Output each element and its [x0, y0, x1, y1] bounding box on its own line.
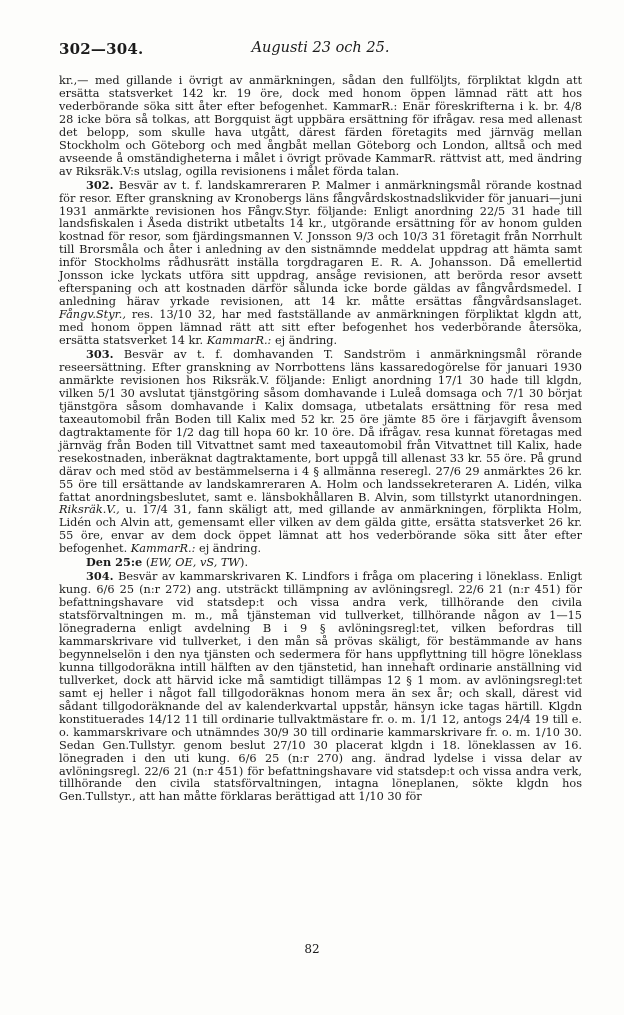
body-text	[59, 75, 582, 804]
page-header	[59, 40, 582, 60]
running-head-numbers: 302—304.	[59, 40, 144, 58]
paragraph-304: 304. Besvär av kammarskrivaren K. Lindfors i fråga om placering i löneklass. Enligt kung. 6/6 25 (n:r 272) ang. utsträckt tillämpning av avlöningsregl. 22/6 21 (n:r 451) för befattningshavare vid statsdep:t och vissa andra verk, tillhörande den civila statsförvaltningen m. m., må tjänsteman vid tullverket, tillhörande någon av 1—15 lönegraderna enligt avdelning B i 9 § avlöningsregl:tet, vilken befordras till kammarskrivare vid tullverket, i den mån så prövas skäligt, för bestämmande av hans begynnelselön i den nya tjänsten och sedermera för hans uppflyttning till högre löneklass kunna tillgodoräkna intill hälften av den tjänstetid, han innehaft ordinarie anställning vid tullverket, dock att härvid icke må samtidigt tillämpas 12 § 1 mom. av avlöningsregl:tet samt ej heller i något fall tillgodoräknas honom mera än sex år; och skall, därest vid sådant tillgodoräknande del av kalenderkvartal uppstår, hänsyn icke tagas härtill. Klgdn konstituerades 14/12 11 till ordinarie tullvaktmästare fr. o. m. 1/1 12, antogs 24/4 19 till e. o. kammarskrivare och utnämndes 30/9 30 till ordinarie kammarskrivare fr. o. m. 1/10 30. Sedan Gen.Tullstyr. genom beslut 27/10 30 placerat klgdn i 18. löneklassen av 16. lönegraden i den uti kung. 6/6 25 (n:r 270) ang. ändrad lydelse i vissa delar av avlöningsregl. 22/6 21 (n:r 451) för befattningshavare vid statsdep:t och vissa andra verk, tillhörande den civila statsförvaltningen, intagna löneplanen, sökte klgdn hos Gen.Tullstyr., att han måtte förklaras berättigad att 1/10 30 för	[59, 569, 582, 804]
section-number: 302.	[86, 177, 114, 192]
paragraph-302: 302. Besvär av t. f. landskamreraren P. Malmer i anmärkningsmål rörande kostnad för resor. Efter granskning av Kronobergs läns fångvårdskostnadslikvider för januari—juni 1931 anmärkte revisionen hos Fångv.Styr. följande: Enligt anordning 22/5 31 hade till landsfiskalen i Åseda distrikt utbetalts 14 kr., utgörande ersättning för av honom gulden kostnad för resor, som fjärdingsmannen V. Jonsson 9/3 och 10/3 31 företagit från Norrhult till Brorsmåla och åter i anledning av den sistnämnde meddelat uppdrag att hämta samt inför Stockholms rådhusrätt inställa torgdragaren E. R. A. Johansson. Då emellertid Jonsson icke lyckats utföra sitt uppdrag, ansåge revisionen, att berörda resor avsett efterspaning och att kostnaden därför sålunda icke borde gäldas av fångvårdsmedel. I anledning härav yrkade revisionen, att 14 kr. måtte ersättas fångvårdsanslaget. Fångv.Styr., res. 13/10 32, har med fastställande av anmärkningen förpliktat klgdn att, med honom öppen lämnad rätt att sitt efter befogenhet hos vederbörande återsöka, ersätta statsverket 14 kr. KammarR.: ej ändring.	[59, 177, 582, 348]
section-number: 304.	[86, 569, 114, 584]
paragraph-continuation: kr.,— med gillande i övrigt av anmärkningen, sådan den fullföljts, förpliktat klgdn att ersätta statsverket 142 kr. 19 öre, dock med honom öppen lämnad rätt att hos vederbörande söka sitt åter efter befogenhet. KammarR.: Enär föreskrifterna i k. br. 4/8 28 icke böra så tolkas, att Borgquist ägt uppbära ersättning för ifrågav. resa med allenast det belopp, som skulle hava utgått, därest färden företagits med järnväg mellan Stockholm och Göteborg och med ångbåt mellan Göteborg och London, alltså och med avseende å omständigheterna i målet i övrigt prövade KammarR. rättvist att, med ändring av Riksräk.V:s utslag, ogilla revisionens i målet förda talan.	[59, 74, 582, 178]
date-heading: Den 25:e (EW, OE, vS, TW).	[86, 555, 249, 570]
page-number: 82	[304, 942, 320, 956]
running-head-dates: Augusti 23 och 25.	[251, 40, 390, 56]
section-number: 303.	[86, 347, 114, 362]
paragraph-303: 303. Besvär av t. f. domhavanden T. Sandström i anmärkningsmål rörande reseersättning. Efter granskning av Norrbottens läns kassaredogörelse för januari 1930 anmärkte revisionen hos Riksräk.V. följande: Enligt anordning 17/1 30 hade till klgdn, vilken 5/1 30 avslutat tjänstgöring såsom domhavande i Luleå domsaga och 7/1 30 börjat tjänstgöra såsom domhavande i Kalix domsaga, utbetalats ersättning för resa med taxeautomobil från Boden till Kalix med 52 kr. 25 öre jämte 85 öre i färjavgift åvensom dagtraktamente för 1/2 dag till hopa 60 kr. 10 öre. Då ifrågav. resa kunnat företagas med järnväg från Boden till Vitvattnet samt med taxeautomobil från Vitvattnet till Kalix, hade resekostnaden, inberäknat dagtraktamente, bort uppgå till allenast 33 kr. 55 öre. På grund därav och med stöd av bestämmelserna i 4 § allmänna reseregl. 27/6 29 anmärktes 26 kr. 55 öre till ersättande av landskamreraren A. Holm och landssekreteraren A. Lidén, vilka fattat anordningsbeslutet, samt e. länsbokhållaren B. Alvin, som tillstyrkt utanordningen. Riksräk.V., u. 17/4 31, fann skäligt att, med gillande av anmärkningen, förplikta Holm, Lidén och Alvin att, gemensamt eller vilken av dem gälda gitte, ersätta statsverket 26 kr. 55 öre, envar av dem dock öppet lämnat att hos vederbörande söka sitt åter efter befogenhet. KammarR.: ej ändring.	[59, 347, 582, 556]
